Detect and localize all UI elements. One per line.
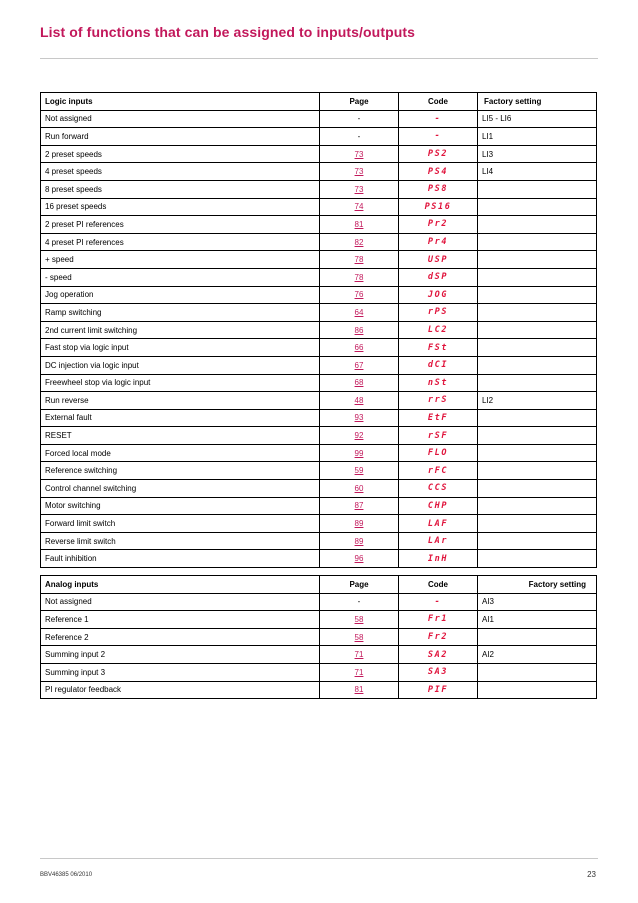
page-link[interactable]: 89 <box>354 519 364 529</box>
display-code: LC2 <box>427 325 449 336</box>
page-link[interactable]: 60 <box>354 483 364 493</box>
display-code: JOG <box>427 289 449 300</box>
factory-setting <box>478 268 597 286</box>
table-row <box>41 356 597 374</box>
table-row <box>41 532 597 550</box>
function-name: Fault inhibition <box>41 550 320 568</box>
code-cell <box>399 356 478 374</box>
code-cell <box>399 646 478 664</box>
column-header-code: Code <box>399 93 478 111</box>
page-cell <box>320 646 399 664</box>
page-link[interactable]: 87 <box>354 501 364 511</box>
display-code: PIF <box>427 684 449 695</box>
page-link[interactable]: 89 <box>354 536 364 546</box>
table-row <box>41 427 597 445</box>
page-cell <box>320 444 399 462</box>
page-cell <box>320 163 399 181</box>
code-cell <box>399 163 478 181</box>
page-link[interactable]: 71 <box>354 667 364 677</box>
function-name: Motor switching <box>41 497 320 515</box>
function-name: DC injection via logic input <box>41 356 320 374</box>
function-name: Summing input 3 <box>41 663 320 681</box>
display-code: USP <box>427 254 449 265</box>
page-link[interactable]: 78 <box>354 255 364 265</box>
page-cell <box>320 663 399 681</box>
factory-setting: LI2 <box>478 392 597 410</box>
display-code: SA3 <box>427 667 449 678</box>
column-header-page: Page <box>320 576 399 594</box>
column-header-name: Logic inputs <box>41 93 320 111</box>
page-link[interactable]: 58 <box>354 632 364 642</box>
factory-setting <box>478 663 597 681</box>
function-name: Reference 1 <box>41 611 320 629</box>
table-row <box>41 251 597 269</box>
page-cell <box>320 593 399 611</box>
table-row <box>41 628 597 646</box>
function-name: Freewheel stop via logic input <box>41 374 320 392</box>
display-code: - <box>434 596 442 607</box>
table-row <box>41 374 597 392</box>
page-link[interactable]: 67 <box>354 360 364 370</box>
display-code: FLO <box>427 448 449 459</box>
function-name: Not assigned <box>41 593 320 611</box>
page-cell <box>320 233 399 251</box>
table-row <box>41 480 597 498</box>
page-cell <box>320 480 399 498</box>
page-dash: - <box>357 114 361 124</box>
code-cell <box>399 286 478 304</box>
code-cell <box>399 392 478 410</box>
page-cell <box>320 321 399 339</box>
page-cell <box>320 356 399 374</box>
display-code: nSt <box>427 377 449 388</box>
page-cell <box>320 374 399 392</box>
table-row <box>41 663 597 681</box>
display-code: LAF <box>427 518 449 529</box>
page-cell <box>320 145 399 163</box>
code-cell <box>399 681 478 699</box>
page-link[interactable]: 96 <box>354 554 364 564</box>
code-cell <box>399 339 478 357</box>
table-row <box>41 462 597 480</box>
factory-setting <box>478 216 597 234</box>
factory-setting <box>478 356 597 374</box>
factory-setting <box>478 480 597 498</box>
code-cell <box>399 462 478 480</box>
table-row <box>41 681 597 699</box>
factory-setting <box>478 515 597 533</box>
column-header-factory-setting: Factory setting <box>478 93 597 111</box>
function-name: Fast stop via logic input <box>41 339 320 357</box>
table-row <box>41 216 597 234</box>
table-row <box>41 611 597 629</box>
table-row <box>41 593 597 611</box>
function-name: Run forward <box>41 128 320 146</box>
factory-setting <box>478 427 597 445</box>
display-code: PS2 <box>427 149 449 160</box>
function-name: Reverse limit switch <box>41 532 320 550</box>
function-name: 2 preset speeds <box>41 145 320 163</box>
page-cell <box>320 409 399 427</box>
table-header-row <box>41 576 597 594</box>
function-name: Control channel switching <box>41 480 320 498</box>
code-cell <box>399 409 478 427</box>
page-cell <box>320 681 399 699</box>
page-cell <box>320 304 399 322</box>
page-link[interactable]: 68 <box>354 378 364 388</box>
function-name: 16 preset speeds <box>41 198 320 216</box>
display-code: CCS <box>427 483 449 494</box>
page-cell <box>320 251 399 269</box>
footer-divider <box>40 858 598 859</box>
factory-setting: LI1 <box>478 128 597 146</box>
table-row <box>41 550 597 568</box>
function-name: 4 preset speeds <box>41 163 320 181</box>
function-name: 8 preset speeds <box>41 180 320 198</box>
display-code: Fr2 <box>427 632 449 643</box>
page-link[interactable]: 92 <box>354 431 364 441</box>
table-row <box>41 392 597 410</box>
function-name: Forward limit switch <box>41 515 320 533</box>
display-code: PS4 <box>427 166 449 177</box>
page-cell <box>320 628 399 646</box>
page-cell <box>320 392 399 410</box>
page-link[interactable]: 64 <box>354 307 364 317</box>
factory-setting <box>478 321 597 339</box>
display-code: dCI <box>427 360 449 371</box>
function-name: External fault <box>41 409 320 427</box>
function-name: Jog operation <box>41 286 320 304</box>
display-code: LAr <box>427 536 449 547</box>
display-code: Pr2 <box>427 219 449 230</box>
column-header-code: Code <box>399 576 478 594</box>
code-cell <box>399 532 478 550</box>
factory-setting <box>478 409 597 427</box>
display-code: InH <box>427 553 449 564</box>
function-name: - speed <box>41 268 320 286</box>
code-cell <box>399 233 478 251</box>
display-code: Pr4 <box>427 237 449 248</box>
display-code: PS8 <box>427 184 449 195</box>
title-divider <box>40 58 598 59</box>
factory-setting <box>478 681 597 699</box>
display-code: rSF <box>427 430 449 441</box>
code-cell <box>399 628 478 646</box>
code-cell <box>399 611 478 629</box>
page-link[interactable]: 58 <box>354 614 364 624</box>
page-dash: - <box>357 131 361 141</box>
page-link[interactable]: 82 <box>354 237 364 247</box>
code-cell <box>399 145 478 163</box>
table-row <box>41 304 597 322</box>
factory-setting <box>478 462 597 480</box>
code-cell <box>399 515 478 533</box>
code-cell <box>399 427 478 445</box>
code-cell <box>399 198 478 216</box>
table-row <box>41 110 597 128</box>
column-header-name: Analog inputs <box>41 576 320 594</box>
factory-setting <box>478 198 597 216</box>
function-name: PI regulator feedback <box>41 681 320 699</box>
code-cell <box>399 550 478 568</box>
page-cell <box>320 216 399 234</box>
display-code: rFC <box>427 465 449 476</box>
display-code: FSt <box>427 342 449 353</box>
code-cell <box>399 480 478 498</box>
code-cell <box>399 444 478 462</box>
table-row <box>41 163 597 181</box>
page-cell <box>320 611 399 629</box>
page-title: List of functions that can be assigned to inputs/outputs <box>40 24 416 40</box>
code-cell <box>399 216 478 234</box>
display-code: dSP <box>427 272 449 283</box>
table-row <box>41 646 597 664</box>
footer-document-reference: BBV46385 06/2010 <box>40 872 93 878</box>
factory-setting <box>478 497 597 515</box>
page-link[interactable]: 71 <box>354 650 364 660</box>
table-row <box>41 145 597 163</box>
factory-setting: LI5 - LI6 <box>478 110 597 128</box>
code-cell <box>399 593 478 611</box>
column-header-factory-setting: Factory setting <box>478 576 597 594</box>
factory-setting <box>478 550 597 568</box>
factory-setting: AI1 <box>478 611 597 629</box>
page-link[interactable]: 81 <box>354 685 364 695</box>
table-row <box>41 409 597 427</box>
page-cell <box>320 515 399 533</box>
factory-setting <box>478 286 597 304</box>
code-cell <box>399 321 478 339</box>
table-row <box>41 515 597 533</box>
page-link[interactable]: 81 <box>354 219 364 229</box>
display-code: rPS <box>427 307 449 318</box>
code-cell <box>399 304 478 322</box>
table-row <box>41 198 597 216</box>
page-cell <box>320 268 399 286</box>
table-row <box>41 286 597 304</box>
page-link[interactable]: 73 <box>354 149 364 159</box>
page-link[interactable]: 93 <box>354 413 364 423</box>
factory-setting <box>478 180 597 198</box>
function-name: Ramp switching <box>41 304 320 322</box>
code-cell <box>399 180 478 198</box>
factory-setting <box>478 233 597 251</box>
code-cell <box>399 128 478 146</box>
display-code: EtF <box>427 412 449 423</box>
code-cell <box>399 663 478 681</box>
page-cell <box>320 339 399 357</box>
table-row <box>41 497 597 515</box>
table-row <box>41 128 597 146</box>
factory-setting: LI4 <box>478 163 597 181</box>
logic-inputs-table <box>40 92 597 568</box>
display-code: - <box>434 113 442 124</box>
function-name: 4 preset PI references <box>41 233 320 251</box>
factory-setting <box>478 251 597 269</box>
factory-setting <box>478 532 597 550</box>
display-code: SA2 <box>427 649 449 660</box>
page-cell <box>320 550 399 568</box>
factory-setting: LI3 <box>478 145 597 163</box>
function-name: RESET <box>41 427 320 445</box>
display-code: rrS <box>427 395 449 406</box>
page-dash: - <box>357 597 361 607</box>
page-link[interactable]: 76 <box>354 290 364 300</box>
table-row <box>41 233 597 251</box>
table-row <box>41 321 597 339</box>
page-link[interactable]: 66 <box>354 343 364 353</box>
page-cell <box>320 198 399 216</box>
table-header-row <box>41 93 597 111</box>
page-link[interactable]: 73 <box>354 184 364 194</box>
factory-setting <box>478 444 597 462</box>
analog-inputs-table <box>40 575 597 699</box>
factory-setting: AI3 <box>478 593 597 611</box>
page-link[interactable]: 73 <box>354 167 364 177</box>
function-name: + speed <box>41 251 320 269</box>
page-cell <box>320 128 399 146</box>
page-link[interactable]: 86 <box>354 325 364 335</box>
page-cell <box>320 427 399 445</box>
page-cell <box>320 532 399 550</box>
function-name: Reference 2 <box>41 628 320 646</box>
table-row <box>41 444 597 462</box>
factory-setting <box>478 339 597 357</box>
function-name: Run reverse <box>41 392 320 410</box>
page-link[interactable]: 59 <box>354 466 364 476</box>
table-row <box>41 180 597 198</box>
display-code: Fr1 <box>427 614 449 625</box>
display-code: PS16 <box>424 201 452 212</box>
page-cell <box>320 497 399 515</box>
code-cell <box>399 268 478 286</box>
factory-setting <box>478 628 597 646</box>
page-link[interactable]: 48 <box>354 395 364 405</box>
function-name: Reference switching <box>41 462 320 480</box>
column-header-page: Page <box>320 93 399 111</box>
function-name: 2 preset PI references <box>41 216 320 234</box>
display-code: CHP <box>427 500 449 511</box>
function-name: Not assigned <box>41 110 320 128</box>
page-link[interactable]: 74 <box>354 202 364 212</box>
code-cell <box>399 251 478 269</box>
function-name: Summing input 2 <box>41 646 320 664</box>
code-cell <box>399 497 478 515</box>
factory-setting: AI2 <box>478 646 597 664</box>
factory-setting <box>478 374 597 392</box>
factory-setting <box>478 304 597 322</box>
display-code: - <box>434 131 442 142</box>
page-cell <box>320 286 399 304</box>
footer-page-number: 23 <box>587 870 596 879</box>
function-name: 2nd current limit switching <box>41 321 320 339</box>
code-cell <box>399 374 478 392</box>
page-cell <box>320 180 399 198</box>
page-link[interactable]: 99 <box>354 448 364 458</box>
page-cell <box>320 110 399 128</box>
table-row <box>41 339 597 357</box>
page-link[interactable]: 78 <box>354 272 364 282</box>
table-row <box>41 268 597 286</box>
function-name: Forced local mode <box>41 444 320 462</box>
page-cell <box>320 462 399 480</box>
code-cell <box>399 110 478 128</box>
